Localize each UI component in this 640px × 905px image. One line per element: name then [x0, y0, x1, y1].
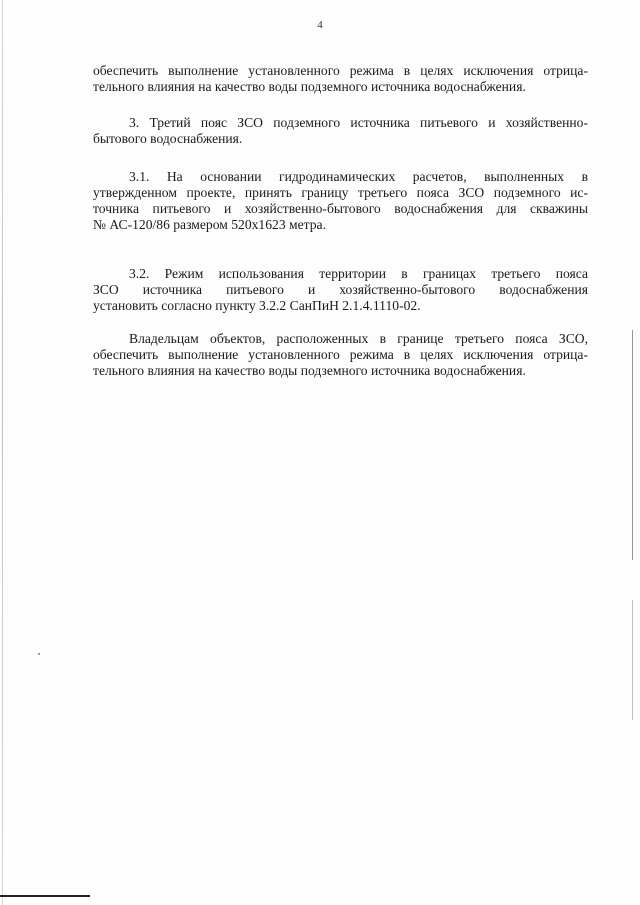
text-line: 3. Третий пояс ЗСО подземного источника питьевого и хозяйственно-	[129, 115, 588, 130]
scan-edge-right-lower	[632, 600, 633, 720]
text-line: 3.1. На основании гидродинамических расчетов, выполненных в	[129, 169, 588, 184]
text-line: обеспечить выполнение установленного режима в целях исключения отрица-	[93, 63, 588, 78]
text-line: бытового водоснабжения.	[93, 131, 243, 146]
scan-speck	[38, 653, 40, 655]
paragraph-section-3-2	[93, 266, 588, 314]
text-line: обеспечить выполнение установленного режима в целях исключения отрица-	[93, 347, 588, 362]
text-line: № АС-120/86 размером 520х1623 метра.	[93, 217, 326, 232]
text-line: тельного влияния на качество воды подземного источника водоснабжения.	[93, 79, 526, 94]
paragraph-section-3-1	[93, 169, 588, 233]
page-number: 4	[317, 19, 323, 31]
paragraph-owners-obligation	[93, 331, 588, 379]
text-line: тельного влияния на качество воды подземного источника водоснабжения.	[93, 363, 526, 378]
paragraph-section-3-heading	[93, 115, 588, 147]
scan-edge-right	[632, 330, 633, 560]
text-line: установить согласно пункту 3.2.2 СанПиН 2.1.4.1110-02.	[93, 298, 421, 313]
paragraph-continuation	[93, 63, 588, 95]
text-line: утвержденном проекте, принять границу третьего пояса ЗСО подземного ис-	[93, 185, 588, 200]
text-line: точника питьевого и хозяйственно-бытового водоснабжения для скважины	[93, 201, 588, 216]
scan-edge-left	[2, 0, 3, 905]
scan-edge-bottom	[0, 895, 90, 897]
text-line: Владельцам объектов, расположенных в границе третьего пояса ЗСО,	[129, 331, 588, 346]
text-line: 3.2. Режим использования территории в границах третьего пояса	[129, 266, 588, 281]
text-line: ЗСО источника питьевого и хозяйственно-бытового водоснабжения	[93, 282, 588, 297]
